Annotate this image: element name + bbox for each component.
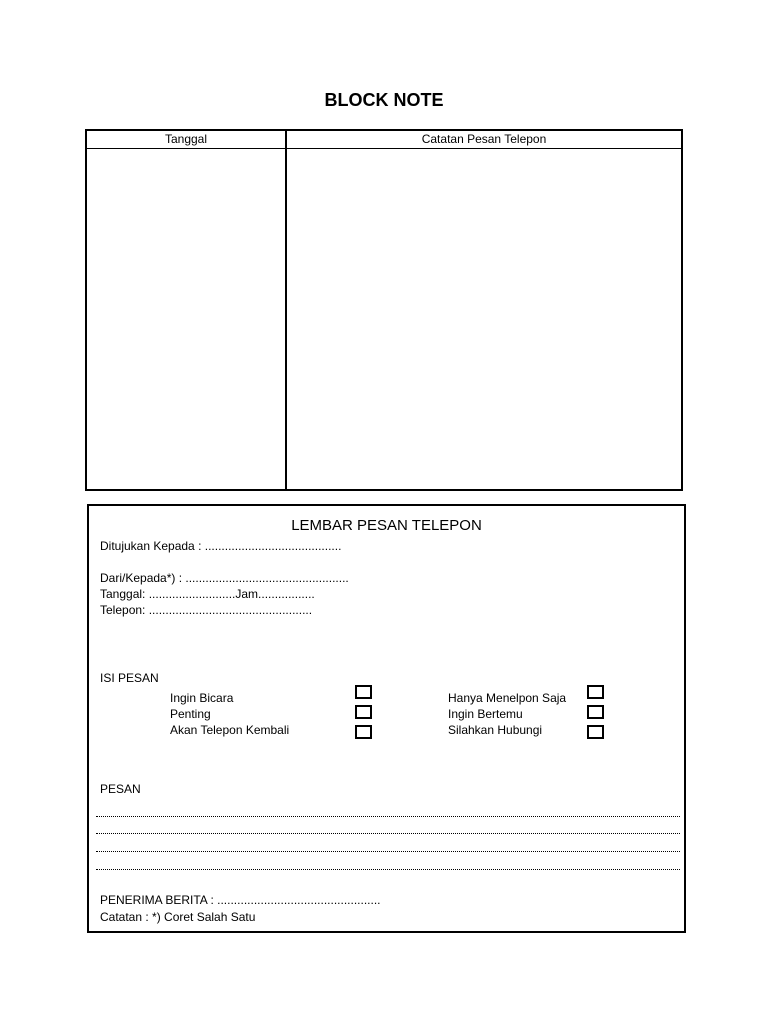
column-divider (285, 131, 287, 489)
phone-message-form (87, 504, 686, 933)
option-silahkan-hubungi: Silahkan Hubungi (448, 723, 543, 737)
page-title: BLOCK NOTE (324, 90, 444, 110)
form-title: LEMBAR PESAN TELEPON (291, 517, 482, 534)
pesan-line-4[interactable] (96, 869, 680, 870)
checkbox-hanya-menelpon-saja[interactable] (587, 685, 604, 699)
telepon-field: Telepon: ................................................. (100, 603, 313, 617)
column-header-tanggal: Tanggal (164, 132, 208, 146)
pesan-heading: PESAN (100, 782, 141, 796)
isi-pesan-heading: ISI PESAN (100, 671, 159, 685)
dari-field: Dari/Kepada*) : ................................................. (100, 571, 349, 585)
option-hanya-menelpon-saja: Hanya Menelpon Saja (448, 691, 567, 705)
option-akan-telepon-kembali: Akan Telepon Kembali (170, 723, 290, 737)
pesan-line-2[interactable] (96, 833, 680, 834)
option-ingin-bertemu: Ingin Bertemu (448, 707, 523, 721)
note-table (85, 129, 683, 491)
checkbox-akan-telepon-kembali[interactable] (355, 725, 372, 739)
pesan-line-3[interactable] (96, 851, 680, 852)
penerima-berita-field: PENERIMA BERITA : ................................................. (100, 893, 381, 907)
checkbox-silahkan-hubungi[interactable] (587, 725, 604, 739)
catatan-note: Catatan : *) Coret Salah Satu (100, 910, 256, 924)
option-penting: Penting (170, 707, 211, 721)
checkbox-ingin-bicara[interactable] (355, 685, 372, 699)
ditujukan-field: Ditujukan Kepada : ......................................... (100, 539, 342, 553)
tanggal-field: Tanggal: ..........................Jam................. (100, 587, 315, 601)
checkbox-penting[interactable] (355, 705, 372, 719)
checkbox-ingin-bertemu[interactable] (587, 705, 604, 719)
pesan-line-1[interactable] (96, 816, 680, 817)
column-header-catatan: Catatan Pesan Telepon (421, 132, 547, 146)
option-ingin-bicara: Ingin Bicara (170, 691, 234, 705)
